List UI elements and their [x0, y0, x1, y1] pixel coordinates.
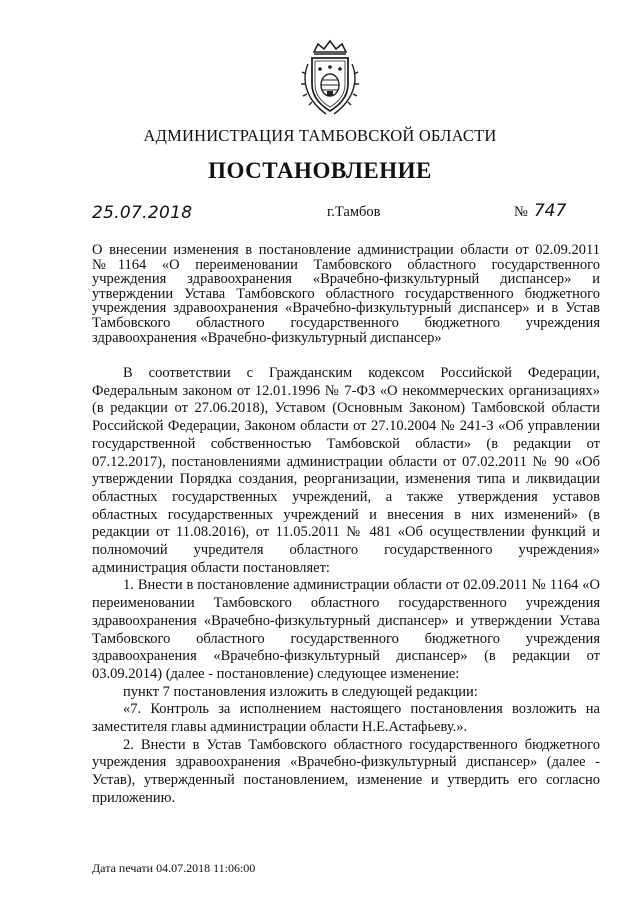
item-1-quote-paragraph: «7. Контроль за исполнением настоящего постановления возложить на заместителя главы администрации области Н.Е.Астафьеву.».: [92, 701, 600, 736]
coat-of-arms-icon: [296, 38, 364, 118]
document-city: г.Тамбов: [327, 204, 381, 220]
document-type: ПОСТАНОВЛЕНИЕ: [208, 158, 432, 183]
item-1-sub-paragraph: пункт 7 постановления изложить в следующей редакции:: [123, 683, 478, 700]
number-label: №: [514, 204, 528, 220]
print-date: Дата печати 04.07.2018 11:06:00: [92, 861, 256, 875]
item-2-paragraph: 2. Внести в Устав Тамбовского областного государственного бюджетного учреждения здравоохранения «Врачебно-физкультурный диспансер» (далее - Устав), утвержденный постановлением, изменение и утвердить его согласно приложению.: [92, 736, 600, 806]
preamble-paragraph: В соответствии с Гражданским кодексом Российской Федерации, Федеральным законом от 12.01.1996 № 7-ФЗ «О некоммерческих организациях» (в редакции от 27.06.2018), Уставом (Основным Законом) Тамбовской области Российской Федерации, Законом области от 27.10.2004 № 241-З «Об управлении государственной собственностью Тамбовской области» (в редакции от 07.12.2017), постановлениями администрации области от 07.02.2011 № 90 «Об утверждении Порядка создания, реорганизации, изменения типа и ликвидации областных государственных учреждений, а также утверждения уставов областных государственных учреждений и внесения в них изменений» (в редакции от 11.08.2016), от 11.05.2011 № 481 «Об осуществлении функций и полномочий учредителя областного государственного учреждения» администрация области постановляет:: [92, 365, 600, 576]
number-value: 747: [533, 201, 567, 221]
document-date: 25.07.2018: [92, 203, 193, 223]
organization-name: АДМИНИСТРАЦИЯ ТАМБОВСКОЙ ОБЛАСТИ: [143, 126, 497, 145]
document-subject: О внесении изменения в постановление администрации области от 02.09.2011 №1164 «О переименовании Тамбовского областного государственного учреждения здравоохранения «Врачебно-физкультурный диспансер» и утверждении Устава Тамбовского областного государственного бюджетного учреждения здравоохранения «Врачебно-физкультурный диспансер» и в Устав Тамбовского областного государственного бюджетного учреждения здравоохранения «Врачебно-физкультурный диспансер»: [92, 242, 600, 346]
document-body: [92, 365, 600, 808]
item-1-paragraph: 1. Внести в постановление администрации области от 02.09.2011 № 1164 «О переименовании Тамбовского областного государственного учреждения здравоохранения «Врачебно-физкультурный диспансер» и утверждении Устава Тамбовского областного государственного бюджетного учреждения здравоохранения «Врачебно-физкультурный диспансер» (в редакции от 03.09.2014) (далее - постановление) следующее изменение:: [92, 577, 600, 682]
document-number: [514, 201, 566, 221]
